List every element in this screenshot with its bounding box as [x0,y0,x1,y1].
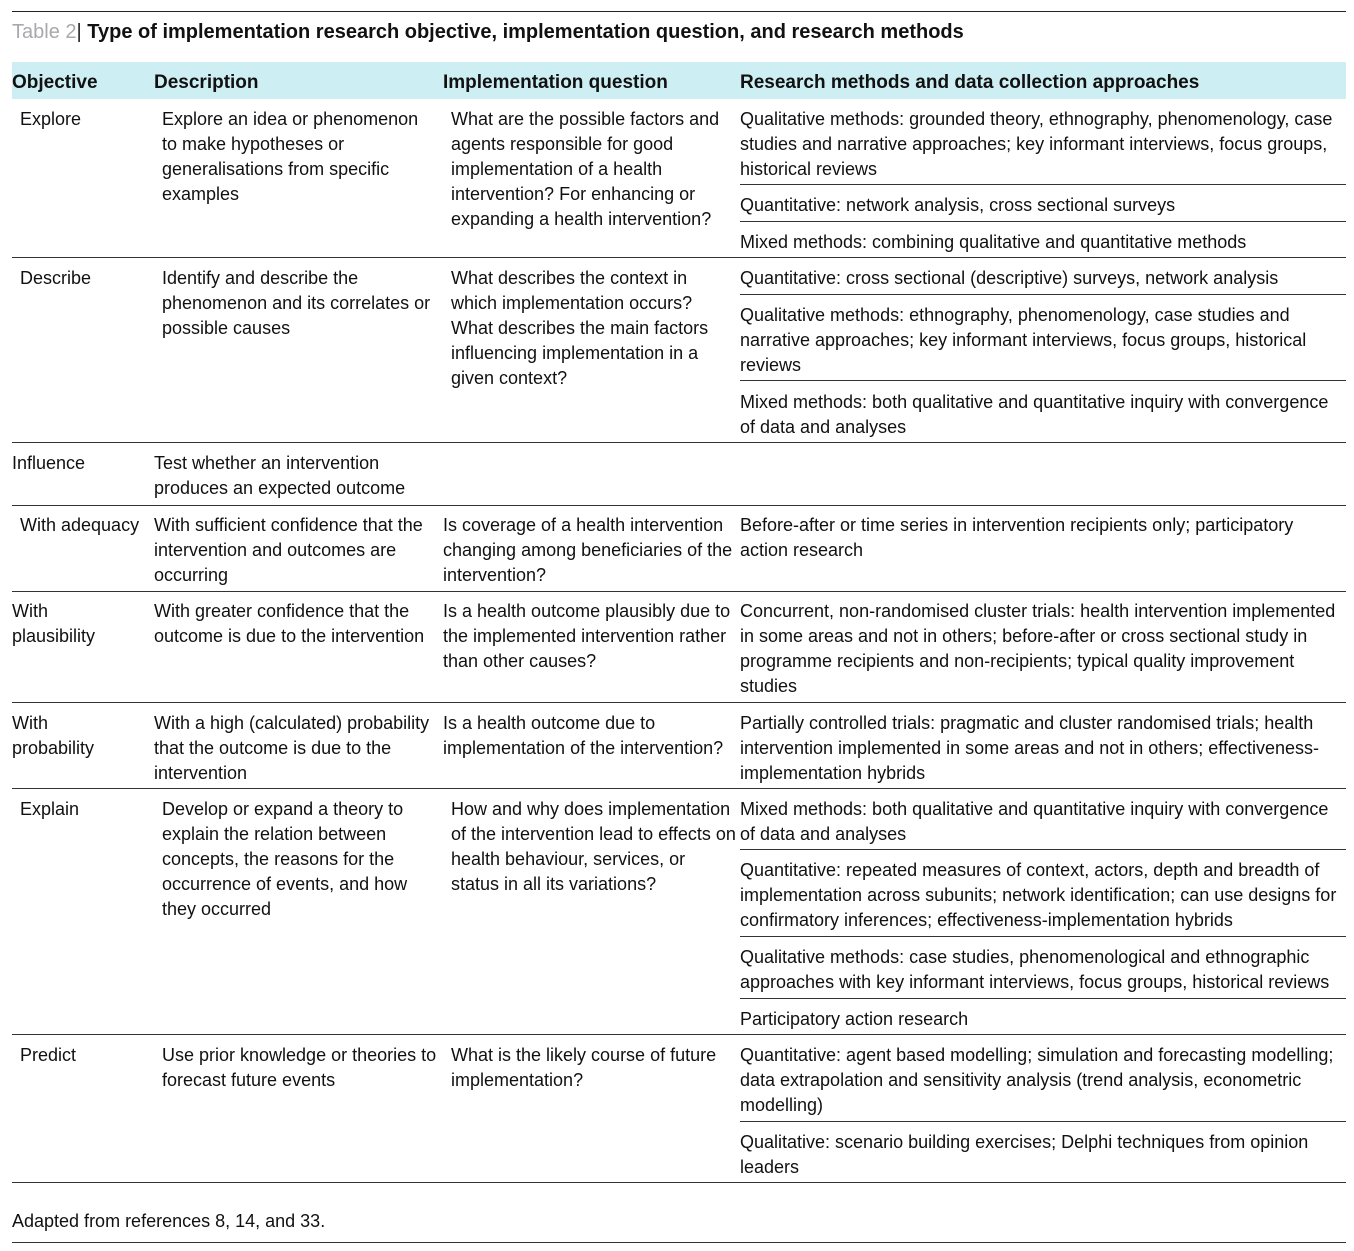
cell-method-explain-1: Mixed methods: both qualitative and quantitative inquiry with convergence of data and analyses [740,799,1329,844]
row-divider [12,442,1346,443]
cell-question-explain: How and why does implementation of the intervention lead to effects on health behaviour, services, or status in all its variations? [451,799,736,894]
table-title-text: Type of implementation research objective, implementation question, and research methods [81,21,964,43]
table-label: Table 2 [12,21,77,43]
cell-objective-predict: Predict [20,1045,77,1065]
cell-question-plausibility: Is a health outcome plausibly due to the implemented intervention rather than other causes? [443,601,731,671]
cell-description-describe: Identify and describe the phenomenon and its correlates or possible causes [162,268,431,338]
cell-method-explain-4: Participatory action research [740,1009,969,1029]
cell-method-probability-1: Partially controlled trials: pragmatic and cluster randomised trials; health intervention implemented in some areas and not in others; effectiveness-implementation hybrids [740,713,1319,783]
cell-question-predict: What is the likely course of future implementation? [451,1045,717,1090]
cell-objective-probability: With probability [12,713,95,758]
header-objective: Objective [12,72,98,93]
cell-method-explore-3: Mixed methods: combining qualitative and quantitative methods [740,232,1247,252]
cell-objective-adequacy: With adequacy [20,515,140,535]
top-rule [12,11,1346,12]
method-divider [740,1121,1346,1122]
cell-method-explain-3: Qualitative methods: case studies, phenomenological and ethnographic approaches with key informant interviews, focus groups, historical reviews [740,947,1330,992]
table-bottom-rule [12,1182,1346,1183]
cell-description-adequacy: With sufficient confidence that the intervention and outcomes are occurring [154,515,423,585]
cell-method-explore-1: Qualitative methods: grounded theory, ethnography, phenomenology, case studies and narrative approaches; key informant interviews, focus groups, historical reviews [740,109,1333,179]
header-methods: Research methods and data collection approaches [740,72,1200,93]
table-footnote: Adapted from references 8, 14, and 33. [12,1211,326,1231]
table-header [12,62,1346,99]
row-divider [12,505,1346,506]
footnote-bottom-rule [12,1242,1346,1243]
row-divider [12,591,1346,592]
method-divider [740,849,1346,850]
header-description: Description [154,72,259,93]
title-separator: | [76,21,82,43]
method-divider [740,221,1346,222]
cell-method-predict-1: Quantitative: agent based modelling; simulation and forecasting modelling; data extrapolation and sensitivity analysis (trend analysis, econometric modelling) [740,1045,1334,1115]
row-divider [12,788,1346,789]
cell-method-predict-2: Qualitative: scenario building exercises; Delphi techniques from opinion leaders [740,1132,1309,1177]
table-title [12,21,964,44]
cell-description-influence: Test whether an intervention produces an expected outcome [154,453,406,498]
cell-method-explore-2: Quantitative: network analysis, cross sectional surveys [740,195,1176,215]
row-divider [12,702,1346,703]
cell-description-probability: With a high (calculated) probability that the outcome is due to the intervention [154,713,430,783]
cell-description-predict: Use prior knowledge or theories to forecast future events [162,1045,437,1090]
cell-objective-explore: Explore [20,109,82,129]
cell-question-explore: What are the possible factors and agents responsible for good implementation of a health intervention? For enhancing or expanding a health intervention? [451,109,720,229]
cell-method-describe-3: Mixed methods: both qualitative and quantitative inquiry with convergence of data and analyses [740,392,1329,437]
cell-method-describe-2: Qualitative methods: ethnography, phenomenology, case studies and narrative approaches; key informant interviews, focus groups, historical reviews [740,305,1307,375]
row-divider [12,1034,1346,1035]
cell-objective-plausibility: With plausibility [12,601,96,646]
cell-question-probability: Is a health outcome due to implementation of the intervention? [443,713,724,758]
cell-method-describe-1: Quantitative: cross sectional (descriptive) surveys, network analysis [740,268,1279,288]
cell-question-describe: What describes the context in which implementation occurs? What describes the main factors influencing implementation in a given context? [451,268,709,388]
cell-description-plausibility: With greater confidence that the outcome is due to the intervention [154,601,425,646]
cell-objective-explain: Explain [20,799,80,819]
method-divider [740,936,1346,937]
method-divider [740,998,1346,999]
cell-method-explain-2: Quantitative: repeated measures of context, actors, depth and breadth of implementation across subunits; network identification; can use designs for confirmatory inferences; effectiveness-implementation hybrids [740,860,1337,930]
cell-method-adequacy-1: Before-after or time series in intervention recipients only; participatory action research [740,515,1294,560]
cell-description-explain: Develop or expand a theory to explain the relation between concepts, the reasons for the occurrence of events, and how they occurred [162,799,408,919]
header-question: Implementation question [443,72,668,93]
row-divider [12,257,1346,258]
cell-objective-influence: Influence [12,453,86,473]
cell-question-adequacy: Is coverage of a health intervention changing among beneficiaries of the intervention? [443,515,733,585]
cell-method-plausibility-1: Concurrent, non-randomised cluster trials: health intervention implemented in some areas and not in others; before-after or cross sectional study in programme recipients and non-recipients; typical quality improvement studies [740,601,1336,696]
method-divider [740,184,1346,185]
cell-description-explore: Explore an idea or phenomenon to make hypotheses or generalisations from specific examples [162,109,419,204]
method-divider [740,294,1346,295]
method-divider [740,380,1346,381]
cell-objective-describe: Describe [20,268,92,288]
